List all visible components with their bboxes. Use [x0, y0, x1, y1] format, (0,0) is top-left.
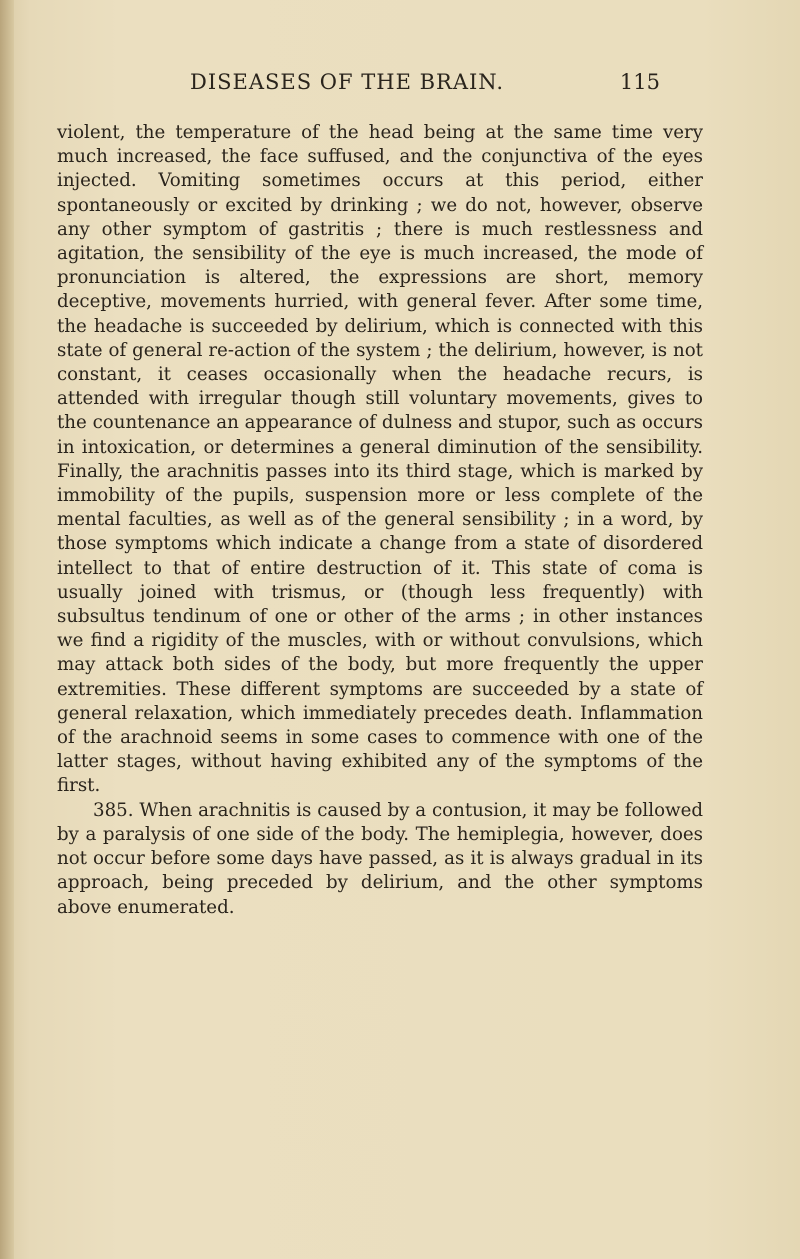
page-header: [190, 70, 660, 104]
paragraph: violent, the temperature of the head being at the same time very much increased, the face suffused, and the conjunctiva of the eyes injected. Vomiting sometimes occurs at this period, either spontaneously or excited by drinking ; we do not, however, observe any other symptom of gastritis ; there is much restlessness and agitation, the sensibility of the eye is much increased, the mode of pronunciation is altered, the expressions are short, memory deceptive, movements hurried, with general fever. After some time, the headache is succeeded by delirium, which is connected with this state of general re-action of the system ; the delirium, however, is not constant, it ceases occasionally when the headache recurs, is attended with irregular though still voluntary movements, gives to the countenance an appearance of dulness and stupor, such as occurs in intoxication, or determines a general diminution of the sensibility. Finally, the arachnitis passes into its third stage, which is marked by immobility of the pupils, suspension more or less complete of the mental faculties, as well as of the general sensibility ; in a word, by those symptoms which indicate a change from a state of disordered intellect to that of entire destruction of it. This state of coma is usually joined with trismus, or (though less frequently) with subsultus tendinum of one or other of the arms ; in other instances we find a rigidity of the muscles, with or without convulsions, which may attack both sides of the body, but more frequently the upper extremities. These different symptoms are succeeded by a state of general relaxation, which immediately precedes death. Inflammation of the arachnoid seems in some cases to commence with one of the latter stages, without having exhibited any of the symptoms of the first.: [57, 122, 703, 797]
body-text: [57, 121, 703, 920]
page-number: 115: [619, 70, 660, 94]
running-head: DISEASES OF THE BRAIN.: [190, 70, 504, 94]
paragraph-385: 385. When arachnitis is caused by a contusion, it may be followed by a paralysis of one side of the body. The hemiplegia, however, does not occur before some days have passed, as it is always gradual in its approach, being preceded by delirium, and the other symptoms above enumerated.: [57, 799, 703, 918]
page-gutter: [0, 0, 14, 1259]
